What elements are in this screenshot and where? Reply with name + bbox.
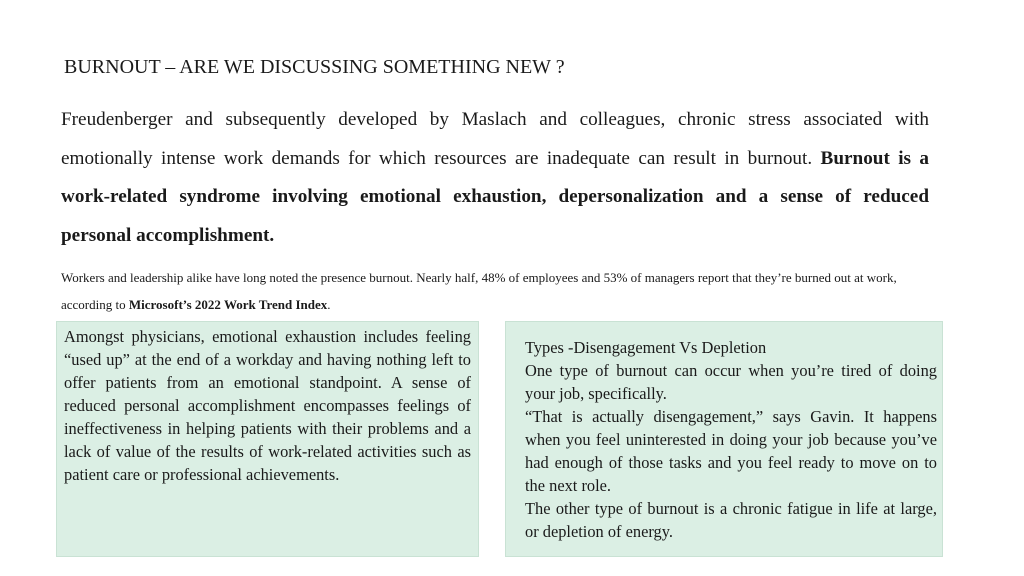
types-box <box>505 321 943 557</box>
page-title: BURNOUT – ARE WE DISCUSSING SOMETHING NEW ? <box>64 56 565 78</box>
types-paragraph-2: “That is actually disengagement,” says Gavin. It happens when you feel uninterested in doing your job because you’ve had enough of those tasks and you feel ready to move on to the next role. <box>525 407 937 495</box>
physicians-box <box>56 321 479 557</box>
types-heading: Types -Disengagement Vs Depletion <box>525 338 767 357</box>
note-text: Workers and leadership alike have long noted the presence burnout. Nearly half, 48% of employees and 53% of managers report that they’re burned out at work, according to <box>61 270 897 312</box>
physicians-text: Amongst physicians, emotional exhaustion includes feeling “used up” at the end of a workday and having nothing left to offer patients from an emotional standpoint. A sense of reduced personal accomplishment encompasses feelings of ineffectiveness in helping patients with their problems and a lack of value of the results of work-related activities such as patient care or professional achievements. <box>64 327 471 484</box>
intro-bold-definition: Burnout is a work-related syndrome involving emotional exhaustion, depersonalization and a sense of reduced personal accomplishment. <box>61 147 929 246</box>
types-paragraph-1: One type of burnout can occur when you’re tired of doing your job, specifically. <box>525 361 937 403</box>
note-source: Microsoft’s 2022 Work Trend Index <box>128 297 328 312</box>
types-paragraph-3: The other type of burnout is a chronic fatigue in life at large, or depletion of energy. <box>525 499 937 541</box>
note-end: . <box>327 297 331 312</box>
statistics-note <box>61 264 941 318</box>
intro-text: Freudenberger and subsequently developed by Maslach and colleagues, chronic stress associated with emotionally intense work demands for which resources are inadequate can result in burnout. <box>61 109 929 169</box>
intro-paragraph <box>61 101 929 255</box>
